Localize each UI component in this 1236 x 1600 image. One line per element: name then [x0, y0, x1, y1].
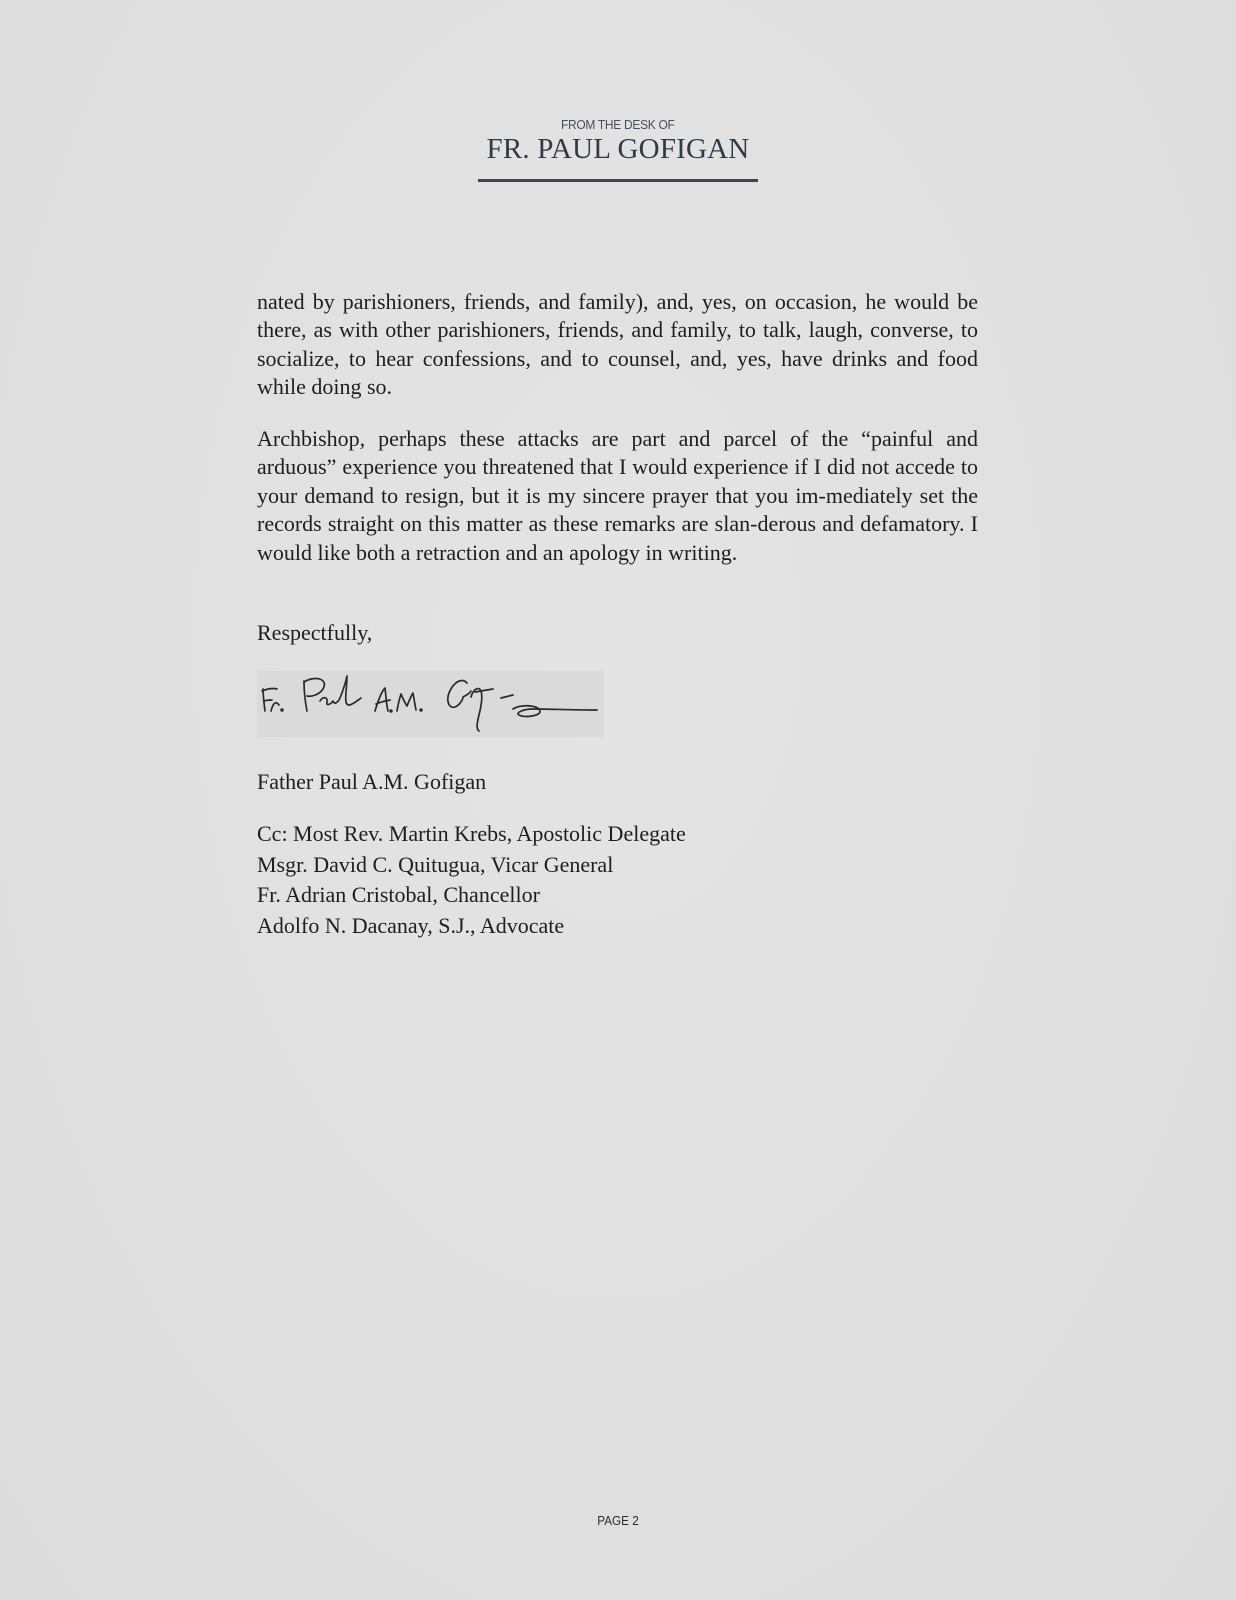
cc-line: Adolfo N. Dacanay, S.J., Advocate [257, 912, 565, 938]
letterhead [0, 116, 1236, 182]
letterhead-kicker: FROM THE DESK OF [561, 117, 675, 132]
signature-drawing [257, 671, 604, 737]
cc-line: Msgr. David C. Quitugua, Vicar General [257, 851, 614, 877]
closing: Respectfully, [257, 620, 373, 645]
signer-name: Father Paul A.M. Gofigan [257, 769, 487, 794]
letterhead-rule [478, 179, 758, 182]
body-paragraph-1: nated by parishioners, friends, and family), and, yes, on occasion, he would be there, as with other parishioners, friends, and family, to talk, laugh, converse, to socialize, to hear confessions, and to counsel, and, yes, have drinks and food while doing so. [257, 289, 978, 400]
cc-list [257, 819, 686, 941]
body-paragraph-2: Archbishop, perhaps these attacks are part and parcel of the “painful and arduous” experience you threatened that I would experience if I did not accede to your demand to resign, but it is my sincere prayer that you im-mediately set the records straight on this matter as these remarks are slan-derous and defamatory. I would like both a retraction and an apology in writing. [257, 426, 978, 565]
page-number-label: PAGE 2 [597, 1513, 639, 1528]
letterhead-name: FR. PAUL GOFIGAN [486, 133, 750, 165]
cc-line: Cc: Most Rev. Martin Krebs, Apostolic Delegate [257, 821, 686, 846]
cc-line: Fr. Adrian Cristobal, Chancellor [257, 882, 540, 907]
page-number [0, 1513, 1236, 1528]
handwritten-signature [257, 671, 604, 737]
